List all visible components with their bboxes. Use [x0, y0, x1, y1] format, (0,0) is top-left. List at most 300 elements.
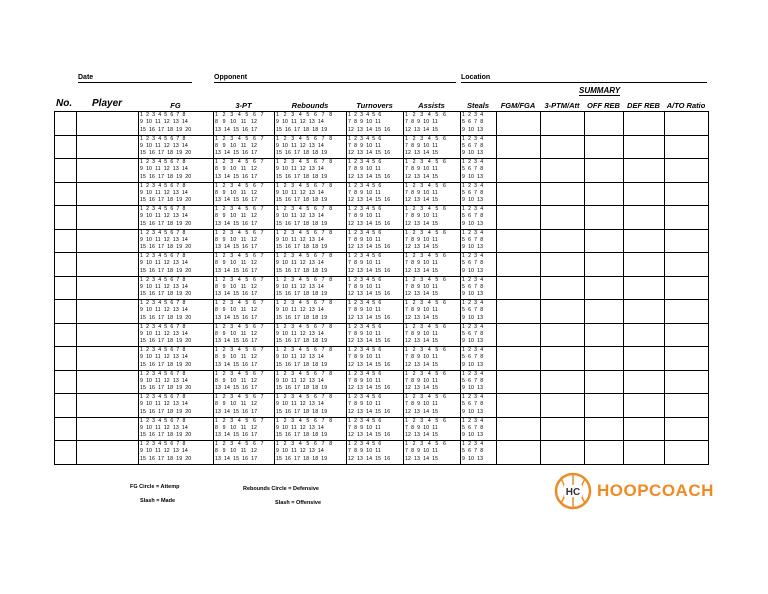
cell-fgm-fga[interactable]: [497, 300, 541, 324]
cell-off-reb[interactable]: [585, 206, 624, 230]
rebounds-tally-numbers: 1 2 3 4 5 6 7 8 9 10 11 12 13 14 15 16 17 18 18 19: [276, 159, 333, 180]
cell-no[interactable]: [55, 394, 77, 418]
fg-tally-numbers: 1 2 3 4 5 6 7 8 9 10 11 12 13 14 15 16 17 18 19 20: [140, 394, 192, 415]
cell-def-reb[interactable]: [624, 417, 665, 441]
cell-rebounds-tally[interactable]: [275, 394, 347, 418]
cell-rebounds-tally[interactable]: [275, 135, 347, 159]
cell-off-reb[interactable]: [585, 300, 624, 324]
cell-off-reb[interactable]: [585, 417, 624, 441]
cell-rebounds-tally[interactable]: [275, 206, 347, 230]
cell-ato-ratio[interactable]: [665, 417, 709, 441]
cell-assists-tally[interactable]: [404, 112, 461, 136]
three-pt-tally-numbers: 1 2 3 4 5 6 7 8 9 10 11 12 13 14 15 16 17: [215, 441, 264, 462]
cell-steals-tally[interactable]: [461, 206, 497, 230]
cell-steals-tally[interactable]: [461, 323, 497, 347]
player-row: [55, 276, 709, 300]
cell-assists-tally[interactable]: [404, 135, 461, 159]
fg-tally-numbers: 1 2 3 4 5 6 7 8 9 10 11 12 13 14 15 16 17 18 19 20: [140, 112, 192, 133]
cell-ato-ratio[interactable]: [665, 229, 709, 253]
cell-turnovers-tally[interactable]: [347, 347, 404, 371]
legend-reb-circle: Rebounds Circle = Defensive: [243, 486, 319, 492]
three-pt-tally-numbers: 1 2 3 4 5 6 7 8 9 10 11 12 13 14 15 16 17: [215, 135, 264, 157]
cell-rebounds-tally[interactable]: [275, 253, 347, 277]
fg-tally-numbers: 1 2 3 4 5 6 7 8 9 10 11 12 13 14 15 16 17 18 19 20: [140, 441, 192, 462]
cell-def-reb[interactable]: [624, 323, 665, 347]
cell-ato-ratio[interactable]: [665, 206, 709, 230]
fg-tally-numbers: 1 2 3 4 5 6 7 8 9 10 11 12 13 14 15 16 17 18 19 20: [140, 370, 192, 392]
cell-def-reb[interactable]: [624, 253, 665, 277]
player-row: [55, 441, 709, 465]
turnovers-tally-numbers: 1 2 3 4 5 6 7 8 9 10 11 12 13 14 15 16: [348, 112, 391, 133]
cell-assists-tally[interactable]: [404, 276, 461, 300]
cell-three-pt-tally[interactable]: [214, 441, 275, 465]
cell-player[interactable]: [77, 229, 139, 253]
cell-steals-tally[interactable]: [461, 441, 497, 465]
cell-ato-ratio[interactable]: [665, 253, 709, 277]
player-row: [55, 159, 709, 183]
cell-assists-tally[interactable]: [404, 370, 461, 394]
turnovers-tally-numbers: 1 2 3 4 5 6 7 8 9 10 11 12 13 14 15 16: [348, 347, 391, 368]
assists-tally-numbers: 1 2 3 4 5 6 7 8 9 10 11 12 13 14 15: [405, 441, 447, 462]
cell-turnovers-tally[interactable]: [347, 370, 404, 394]
cell-assists-tally[interactable]: [404, 159, 461, 183]
cell-assists-tally[interactable]: [404, 323, 461, 347]
col-head-fgm-fga: FGM/FGA: [500, 101, 536, 110]
cell-steals-tally[interactable]: [461, 394, 497, 418]
cell-three-pt-tally[interactable]: [214, 135, 275, 159]
cell-no[interactable]: [55, 206, 77, 230]
cell-fg-tally[interactable]: [139, 300, 214, 324]
player-row: [55, 182, 709, 206]
cell-assists-tally[interactable]: [404, 441, 461, 465]
player-row: [55, 300, 709, 324]
rebounds-tally-numbers: 1 2 3 4 5 6 7 8 9 10 11 12 13 14 15 16 17 18 18 19: [276, 347, 333, 368]
three-pt-tally-numbers: 1 2 3 4 5 6 7 8 9 10 11 12 13 14 15 16 17: [215, 394, 264, 415]
cell-turnovers-tally[interactable]: [347, 182, 404, 206]
cell-def-reb[interactable]: [624, 347, 665, 371]
turnovers-tally-numbers: 1 2 3 4 5 6 7 8 9 10 11 12 13 14 15 16: [348, 417, 391, 439]
cell-fgm-fga[interactable]: [497, 276, 541, 300]
cell-3ptm-att[interactable]: [541, 159, 585, 183]
rebounds-tally-numbers: 1 2 3 4 5 6 7 8 9 10 11 12 13 14 15 16 17 18 18 19: [276, 276, 333, 298]
cell-fgm-fga[interactable]: [497, 441, 541, 465]
col-head-off-reb: OFF REB: [587, 101, 620, 110]
cell-steals-tally[interactable]: [461, 135, 497, 159]
rebounds-tally-numbers: 1 2 3 4 5 6 7 8 9 10 11 12 13 14 15 16 17 18 18 19: [276, 417, 333, 439]
steals-tally-numbers: 1 2 3 4 5 6 7 8 9 10 13: [462, 182, 484, 204]
cell-player[interactable]: [77, 276, 139, 300]
cell-rebounds-tally[interactable]: [275, 417, 347, 441]
cell-rebounds-tally[interactable]: [275, 182, 347, 206]
cell-steals-tally[interactable]: [461, 112, 497, 136]
cell-def-reb[interactable]: [624, 229, 665, 253]
three-pt-tally-numbers: 1 2 3 4 5 6 7 8 9 10 11 12 13 14 15 16 17: [215, 253, 264, 274]
cell-fgm-fga[interactable]: [497, 323, 541, 347]
cell-no[interactable]: [55, 347, 77, 371]
cell-turnovers-tally[interactable]: [347, 159, 404, 183]
cell-ato-ratio[interactable]: [665, 182, 709, 206]
cell-3ptm-att[interactable]: [541, 276, 585, 300]
cell-ato-ratio[interactable]: [665, 441, 709, 465]
cell-3ptm-att[interactable]: [541, 347, 585, 371]
cell-player[interactable]: [77, 441, 139, 465]
cell-def-reb[interactable]: [624, 206, 665, 230]
fg-tally-numbers: 1 2 3 4 5 6 7 8 9 10 11 12 13 14 15 16 17 18 19 20: [140, 300, 192, 321]
logo-wordmark: HOOPCOACH: [597, 481, 714, 500]
legend-fg-circle: FG Circle = Attemp: [130, 484, 180, 490]
cell-def-reb[interactable]: [624, 135, 665, 159]
rebounds-tally-numbers: 1 2 3 4 5 6 7 8 9 10 11 12 13 14 15 16 17 18 18 19: [276, 300, 333, 321]
cell-3ptm-att[interactable]: [541, 135, 585, 159]
hoopcoach-logo: [553, 471, 593, 511]
cell-turnovers-tally[interactable]: [347, 300, 404, 324]
three-pt-tally-numbers: 1 2 3 4 5 6 7 8 9 10 11 12 13 14 15 16 17: [215, 182, 264, 204]
cell-ato-ratio[interactable]: [665, 159, 709, 183]
steals-tally-numbers: 1 2 3 4 5 6 7 8 9 10 13: [462, 229, 484, 251]
cell-three-pt-tally[interactable]: [214, 323, 275, 347]
cell-3ptm-att[interactable]: [541, 394, 585, 418]
cell-rebounds-tally[interactable]: [275, 323, 347, 347]
cell-assists-tally[interactable]: [404, 347, 461, 371]
three-pt-tally-numbers: 1 2 3 4 5 6 7 8 9 10 11 12 13 14 15 16 17: [215, 229, 264, 251]
cell-player[interactable]: [77, 135, 139, 159]
cell-ato-ratio[interactable]: [665, 276, 709, 300]
turnovers-tally-numbers: 1 2 3 4 5 6 7 8 9 10 11 12 13 14 15 16: [348, 182, 391, 204]
cell-fg-tally[interactable]: [139, 182, 214, 206]
cell-three-pt-tally[interactable]: [214, 229, 275, 253]
cell-fgm-fga[interactable]: [497, 159, 541, 183]
cell-def-reb[interactable]: [624, 300, 665, 324]
cell-rebounds-tally[interactable]: [275, 229, 347, 253]
cell-steals-tally[interactable]: [461, 417, 497, 441]
cell-player[interactable]: [77, 394, 139, 418]
fg-tally-numbers: 1 2 3 4 5 6 7 8 9 10 11 12 13 14 15 16 17 18 19 20: [140, 135, 192, 157]
assists-tally-numbers: 1 2 3 4 5 6 7 8 9 10 11 12 13 14 15: [405, 206, 447, 227]
rebounds-tally-numbers: 1 2 3 4 5 6 7 8 9 10 11 12 13 14 15 16 17 18 18 19: [276, 253, 333, 274]
cell-ato-ratio[interactable]: [665, 112, 709, 136]
cell-fg-tally[interactable]: [139, 370, 214, 394]
cell-fgm-fga[interactable]: [497, 394, 541, 418]
player-row: [55, 394, 709, 418]
cell-off-reb[interactable]: [585, 276, 624, 300]
cell-off-reb[interactable]: [585, 182, 624, 206]
cell-three-pt-tally[interactable]: [214, 182, 275, 206]
basketball-icon: [553, 471, 593, 511]
assists-tally-numbers: 1 2 3 4 5 6 7 8 9 10 11 12 13 14 15: [405, 182, 447, 204]
legend-fg-slash: Slash = Made: [140, 498, 176, 504]
cell-rebounds-tally[interactable]: [275, 112, 347, 136]
rebounds-tally-numbers: 1 2 3 4 5 6 7 8 9 10 11 12 13 14 15 16 17 18 18 19: [276, 323, 333, 345]
turnovers-tally-numbers: 1 2 3 4 5 6 7 8 9 10 11 12 13 14 15 16: [348, 206, 391, 227]
cell-turnovers-tally[interactable]: [347, 206, 404, 230]
cell-off-reb[interactable]: [585, 370, 624, 394]
cell-no[interactable]: [55, 300, 77, 324]
cell-3ptm-att[interactable]: [541, 112, 585, 136]
legend-reb-slash: Slash = Offensive: [275, 500, 322, 506]
assists-tally-numbers: 1 2 3 4 5 6 7 8 9 10 11 12 13 14 15: [405, 112, 447, 133]
cell-assists-tally[interactable]: [404, 253, 461, 277]
cell-three-pt-tally[interactable]: [214, 370, 275, 394]
steals-tally-numbers: 1 2 3 4 5 6 7 8 9 10 13: [462, 159, 484, 180]
stat-sheet-grid: [54, 111, 709, 465]
three-pt-tally-numbers: 1 2 3 4 5 6 7 8 9 10 11 12 13 14 15 16 17: [215, 417, 264, 439]
steals-tally-numbers: 1 2 3 4 5 6 7 8 9 10 13: [462, 347, 484, 368]
col-head-ato-ratio: A/TO Ratio: [666, 101, 706, 110]
cell-turnovers-tally[interactable]: [347, 135, 404, 159]
rebounds-tally-numbers: 1 2 3 4 5 6 7 8 9 10 11 12 13 14 15 16 17 18 18 19: [276, 441, 333, 462]
cell-steals-tally[interactable]: [461, 253, 497, 277]
cell-fgm-fga[interactable]: [497, 253, 541, 277]
cell-player[interactable]: [77, 347, 139, 371]
cell-fgm-fga[interactable]: [497, 417, 541, 441]
assists-tally-numbers: 1 2 3 4 5 6 7 8 9 10 11 12 13 14 15: [405, 276, 447, 298]
cell-assists-tally[interactable]: [404, 300, 461, 324]
fg-tally-numbers: 1 2 3 4 5 6 7 8 9 10 11 12 13 14 15 16 17 18 19 20: [140, 323, 192, 345]
col-head-assists: Assists: [418, 101, 445, 110]
cell-3ptm-att[interactable]: [541, 441, 585, 465]
cell-fgm-fga[interactable]: [497, 347, 541, 371]
cell-three-pt-tally[interactable]: [214, 347, 275, 371]
cell-3ptm-att[interactable]: [541, 370, 585, 394]
player-row: [55, 347, 709, 371]
rebounds-tally-numbers: 1 2 3 4 5 6 7 8 9 10 11 12 13 14 15 16 17 18 18 19: [276, 206, 333, 227]
player-row: [55, 206, 709, 230]
cell-ato-ratio[interactable]: [665, 370, 709, 394]
cell-rebounds-tally[interactable]: [275, 370, 347, 394]
cell-assists-tally[interactable]: [404, 229, 461, 253]
cell-fg-tally[interactable]: [139, 112, 214, 136]
col-head-player: Player: [92, 98, 123, 109]
cell-three-pt-tally[interactable]: [214, 159, 275, 183]
turnovers-tally-numbers: 1 2 3 4 5 6 7 8 9 10 11 12 13 14 15 16: [348, 370, 391, 392]
assists-tally-numbers: 1 2 3 4 5 6 7 8 9 10 11 12 13 14 15: [405, 253, 447, 274]
cell-turnovers-tally[interactable]: [347, 112, 404, 136]
cell-off-reb[interactable]: [585, 323, 624, 347]
cell-steals-tally[interactable]: [461, 276, 497, 300]
cell-def-reb[interactable]: [624, 441, 665, 465]
cell-no[interactable]: [55, 182, 77, 206]
turnovers-tally-numbers: 1 2 3 4 5 6 7 8 9 10 11 12 13 14 15 16: [348, 394, 391, 415]
cell-3ptm-att[interactable]: [541, 300, 585, 324]
assists-tally-numbers: 1 2 3 4 5 6 7 8 9 10 11 12 13 14 15: [405, 300, 447, 321]
turnovers-tally-numbers: 1 2 3 4 5 6 7 8 9 10 11 12 13 14 15 16: [348, 253, 391, 274]
cell-def-reb[interactable]: [624, 112, 665, 136]
summary-heading: SUMMARY: [579, 86, 621, 95]
cell-steals-tally[interactable]: [461, 159, 497, 183]
cell-assists-tally[interactable]: [404, 206, 461, 230]
cell-fgm-fga[interactable]: [497, 135, 541, 159]
player-row: [55, 229, 709, 253]
cell-no[interactable]: [55, 253, 77, 277]
cell-no[interactable]: [55, 370, 77, 394]
cell-three-pt-tally[interactable]: [214, 206, 275, 230]
cell-off-reb[interactable]: [585, 135, 624, 159]
cell-def-reb[interactable]: [624, 276, 665, 300]
steals-tally-numbers: 1 2 3 4 5 6 7 8 9 10 13: [462, 276, 484, 298]
cell-no[interactable]: [55, 323, 77, 347]
cell-rebounds-tally[interactable]: [275, 300, 347, 324]
cell-fgm-fga[interactable]: [497, 112, 541, 136]
cell-rebounds-tally[interactable]: [275, 441, 347, 465]
cell-player[interactable]: [77, 206, 139, 230]
assists-tally-numbers: 1 2 3 4 5 6 7 8 9 10 11 12 13 14 15: [405, 323, 447, 345]
cell-fg-tally[interactable]: [139, 441, 214, 465]
cell-three-pt-tally[interactable]: [214, 276, 275, 300]
cell-fgm-fga[interactable]: [497, 182, 541, 206]
cell-3ptm-att[interactable]: [541, 206, 585, 230]
cell-no[interactable]: [55, 159, 77, 183]
cell-no[interactable]: [55, 229, 77, 253]
cell-fg-tally[interactable]: [139, 229, 214, 253]
three-pt-tally-numbers: 1 2 3 4 5 6 7 8 9 10 11 12 13 14 15 16 17: [215, 159, 264, 180]
cell-fgm-fga[interactable]: [497, 370, 541, 394]
steals-tally-numbers: 1 2 3 4 5 6 7 8 9 10 13: [462, 441, 484, 462]
cell-steals-tally[interactable]: [461, 229, 497, 253]
player-row: [55, 417, 709, 441]
fg-tally-numbers: 1 2 3 4 5 6 7 8 9 10 11 12 13 14 15 16 17 18 19 20: [140, 206, 192, 227]
cell-off-reb[interactable]: [585, 112, 624, 136]
cell-def-reb[interactable]: [624, 159, 665, 183]
steals-tally-numbers: 1 2 3 4 5 6 7 8 9 10 13: [462, 300, 484, 321]
cell-no[interactable]: [55, 417, 77, 441]
turnovers-tally-numbers: 1 2 3 4 5 6 7 8 9 10 11 12 13 14 15 16: [348, 229, 391, 251]
cell-player[interactable]: [77, 323, 139, 347]
col-head-turnovers: Turnovers: [356, 101, 393, 110]
cell-turnovers-tally[interactable]: [347, 417, 404, 441]
logo-monogram: HC: [565, 487, 581, 498]
cell-3ptm-att[interactable]: [541, 417, 585, 441]
three-pt-tally-numbers: 1 2 3 4 5 6 7 8 9 10 11 12 13 14 15 16 17: [215, 112, 264, 133]
cell-3ptm-att[interactable]: [541, 229, 585, 253]
cell-no[interactable]: [55, 276, 77, 300]
turnovers-tally-numbers: 1 2 3 4 5 6 7 8 9 10 11 12 13 14 15 16: [348, 441, 391, 462]
fg-tally-numbers: 1 2 3 4 5 6 7 8 9 10 11 12 13 14 15 16 17 18 19 20: [140, 347, 192, 368]
cell-player[interactable]: [77, 159, 139, 183]
three-pt-tally-numbers: 1 2 3 4 5 6 7 8 9 10 11 12 13 14 15 16 17: [215, 347, 264, 368]
cell-rebounds-tally[interactable]: [275, 276, 347, 300]
player-row: [55, 370, 709, 394]
cell-steals-tally[interactable]: [461, 370, 497, 394]
col-head-no: No.: [56, 98, 73, 109]
cell-steals-tally[interactable]: [461, 182, 497, 206]
cell-turnovers-tally[interactable]: [347, 323, 404, 347]
cell-turnovers-tally[interactable]: [347, 276, 404, 300]
cell-steals-tally[interactable]: [461, 347, 497, 371]
cell-three-pt-tally[interactable]: [214, 112, 275, 136]
cell-turnovers-tally[interactable]: [347, 229, 404, 253]
cell-player[interactable]: [77, 253, 139, 277]
fg-tally-numbers: 1 2 3 4 5 6 7 8 9 10 11 12 13 14 15 16 17 18 19 20: [140, 159, 192, 180]
cell-fg-tally[interactable]: [139, 394, 214, 418]
cell-fg-tally[interactable]: [139, 323, 214, 347]
opponent-line: [214, 82, 456, 83]
cell-turnovers-tally[interactable]: [347, 441, 404, 465]
cell-off-reb[interactable]: [585, 441, 624, 465]
cell-player[interactable]: [77, 300, 139, 324]
cell-off-reb[interactable]: [585, 159, 624, 183]
assists-tally-numbers: 1 2 3 4 5 6 7 8 9 10 11 12 13 14 15: [405, 370, 447, 392]
col-head-def-reb: DEF REB: [627, 101, 660, 110]
cell-fg-tally[interactable]: [139, 253, 214, 277]
player-row: [55, 323, 709, 347]
rebounds-tally-numbers: 1 2 3 4 5 6 7 8 9 10 11 12 13 14 15 16 17 18 18 19: [276, 135, 333, 157]
cell-player[interactable]: [77, 112, 139, 136]
cell-rebounds-tally[interactable]: [275, 159, 347, 183]
col-head-steals: Steals: [466, 101, 490, 110]
cell-fg-tally[interactable]: [139, 159, 214, 183]
steals-tally-numbers: 1 2 3 4 5 6 7 8 9 10 13: [462, 135, 484, 157]
cell-three-pt-tally[interactable]: [214, 417, 275, 441]
cell-off-reb[interactable]: [585, 347, 624, 371]
cell-fg-tally[interactable]: [139, 135, 214, 159]
cell-three-pt-tally[interactable]: [214, 394, 275, 418]
cell-player[interactable]: [77, 370, 139, 394]
col-head-3pt: 3-PT: [235, 101, 252, 110]
cell-rebounds-tally[interactable]: [275, 347, 347, 371]
cell-three-pt-tally[interactable]: [214, 300, 275, 324]
steals-tally-numbers: 1 2 3 4 5 6 7 8 9 10 13: [462, 323, 484, 345]
cell-fg-tally[interactable]: [139, 206, 214, 230]
location-line: [461, 82, 707, 83]
rebounds-tally-numbers: 1 2 3 4 5 6 7 8 9 10 11 12 13 14 15 16 17 18 18 19: [276, 370, 333, 392]
cell-assists-tally[interactable]: [404, 417, 461, 441]
cell-turnovers-tally[interactable]: [347, 253, 404, 277]
cell-assists-tally[interactable]: [404, 182, 461, 206]
rebounds-tally-numbers: 1 2 3 4 5 6 7 8 9 10 11 12 13 14 15 16 17 18 18 19: [276, 182, 333, 204]
three-pt-tally-numbers: 1 2 3 4 5 6 7 8 9 10 11 12 13 14 15 16 17: [215, 206, 264, 227]
cell-ato-ratio[interactable]: [665, 300, 709, 324]
assists-tally-numbers: 1 2 3 4 5 6 7 8 9 10 11 12 13 14 15: [405, 347, 447, 368]
turnovers-tally-numbers: 1 2 3 4 5 6 7 8 9 10 11 12 13 14 15 16: [348, 135, 391, 157]
cell-ato-ratio[interactable]: [665, 394, 709, 418]
cell-turnovers-tally[interactable]: [347, 394, 404, 418]
cell-def-reb[interactable]: [624, 394, 665, 418]
cell-three-pt-tally[interactable]: [214, 253, 275, 277]
cell-off-reb[interactable]: [585, 394, 624, 418]
fg-tally-numbers: 1 2 3 4 5 6 7 8 9 10 11 12 13 14 15 16 17 18 19 20: [140, 182, 192, 204]
player-row: [55, 112, 709, 136]
cell-def-reb[interactable]: [624, 370, 665, 394]
cell-fg-tally[interactable]: [139, 417, 214, 441]
steals-tally-numbers: 1 2 3 4 5 6 7 8 9 10 13: [462, 370, 484, 392]
cell-no[interactable]: [55, 112, 77, 136]
fg-tally-numbers: 1 2 3 4 5 6 7 8 9 10 11 12 13 14 15 16 17 18 19 20: [140, 229, 192, 251]
cell-no[interactable]: [55, 135, 77, 159]
turnovers-tally-numbers: 1 2 3 4 5 6 7 8 9 10 11 12 13 14 15 16: [348, 276, 391, 298]
cell-fg-tally[interactable]: [139, 347, 214, 371]
cell-off-reb[interactable]: [585, 229, 624, 253]
player-row: [55, 135, 709, 159]
cell-fg-tally[interactable]: [139, 276, 214, 300]
cell-def-reb[interactable]: [624, 182, 665, 206]
cell-assists-tally[interactable]: [404, 394, 461, 418]
cell-fgm-fga[interactable]: [497, 229, 541, 253]
cell-player[interactable]: [77, 182, 139, 206]
cell-ato-ratio[interactable]: [665, 347, 709, 371]
steals-tally-numbers: 1 2 3 4 5 6 7 8 9 10 13: [462, 206, 484, 227]
cell-fgm-fga[interactable]: [497, 206, 541, 230]
cell-3ptm-att[interactable]: [541, 253, 585, 277]
cell-steals-tally[interactable]: [461, 300, 497, 324]
cell-ato-ratio[interactable]: [665, 135, 709, 159]
cell-no[interactable]: [55, 441, 77, 465]
cell-off-reb[interactable]: [585, 253, 624, 277]
cell-player[interactable]: [77, 417, 139, 441]
cell-3ptm-att[interactable]: [541, 323, 585, 347]
col-head-rebounds: Rebounds: [291, 101, 329, 110]
cell-3ptm-att[interactable]: [541, 182, 585, 206]
cell-ato-ratio[interactable]: [665, 323, 709, 347]
